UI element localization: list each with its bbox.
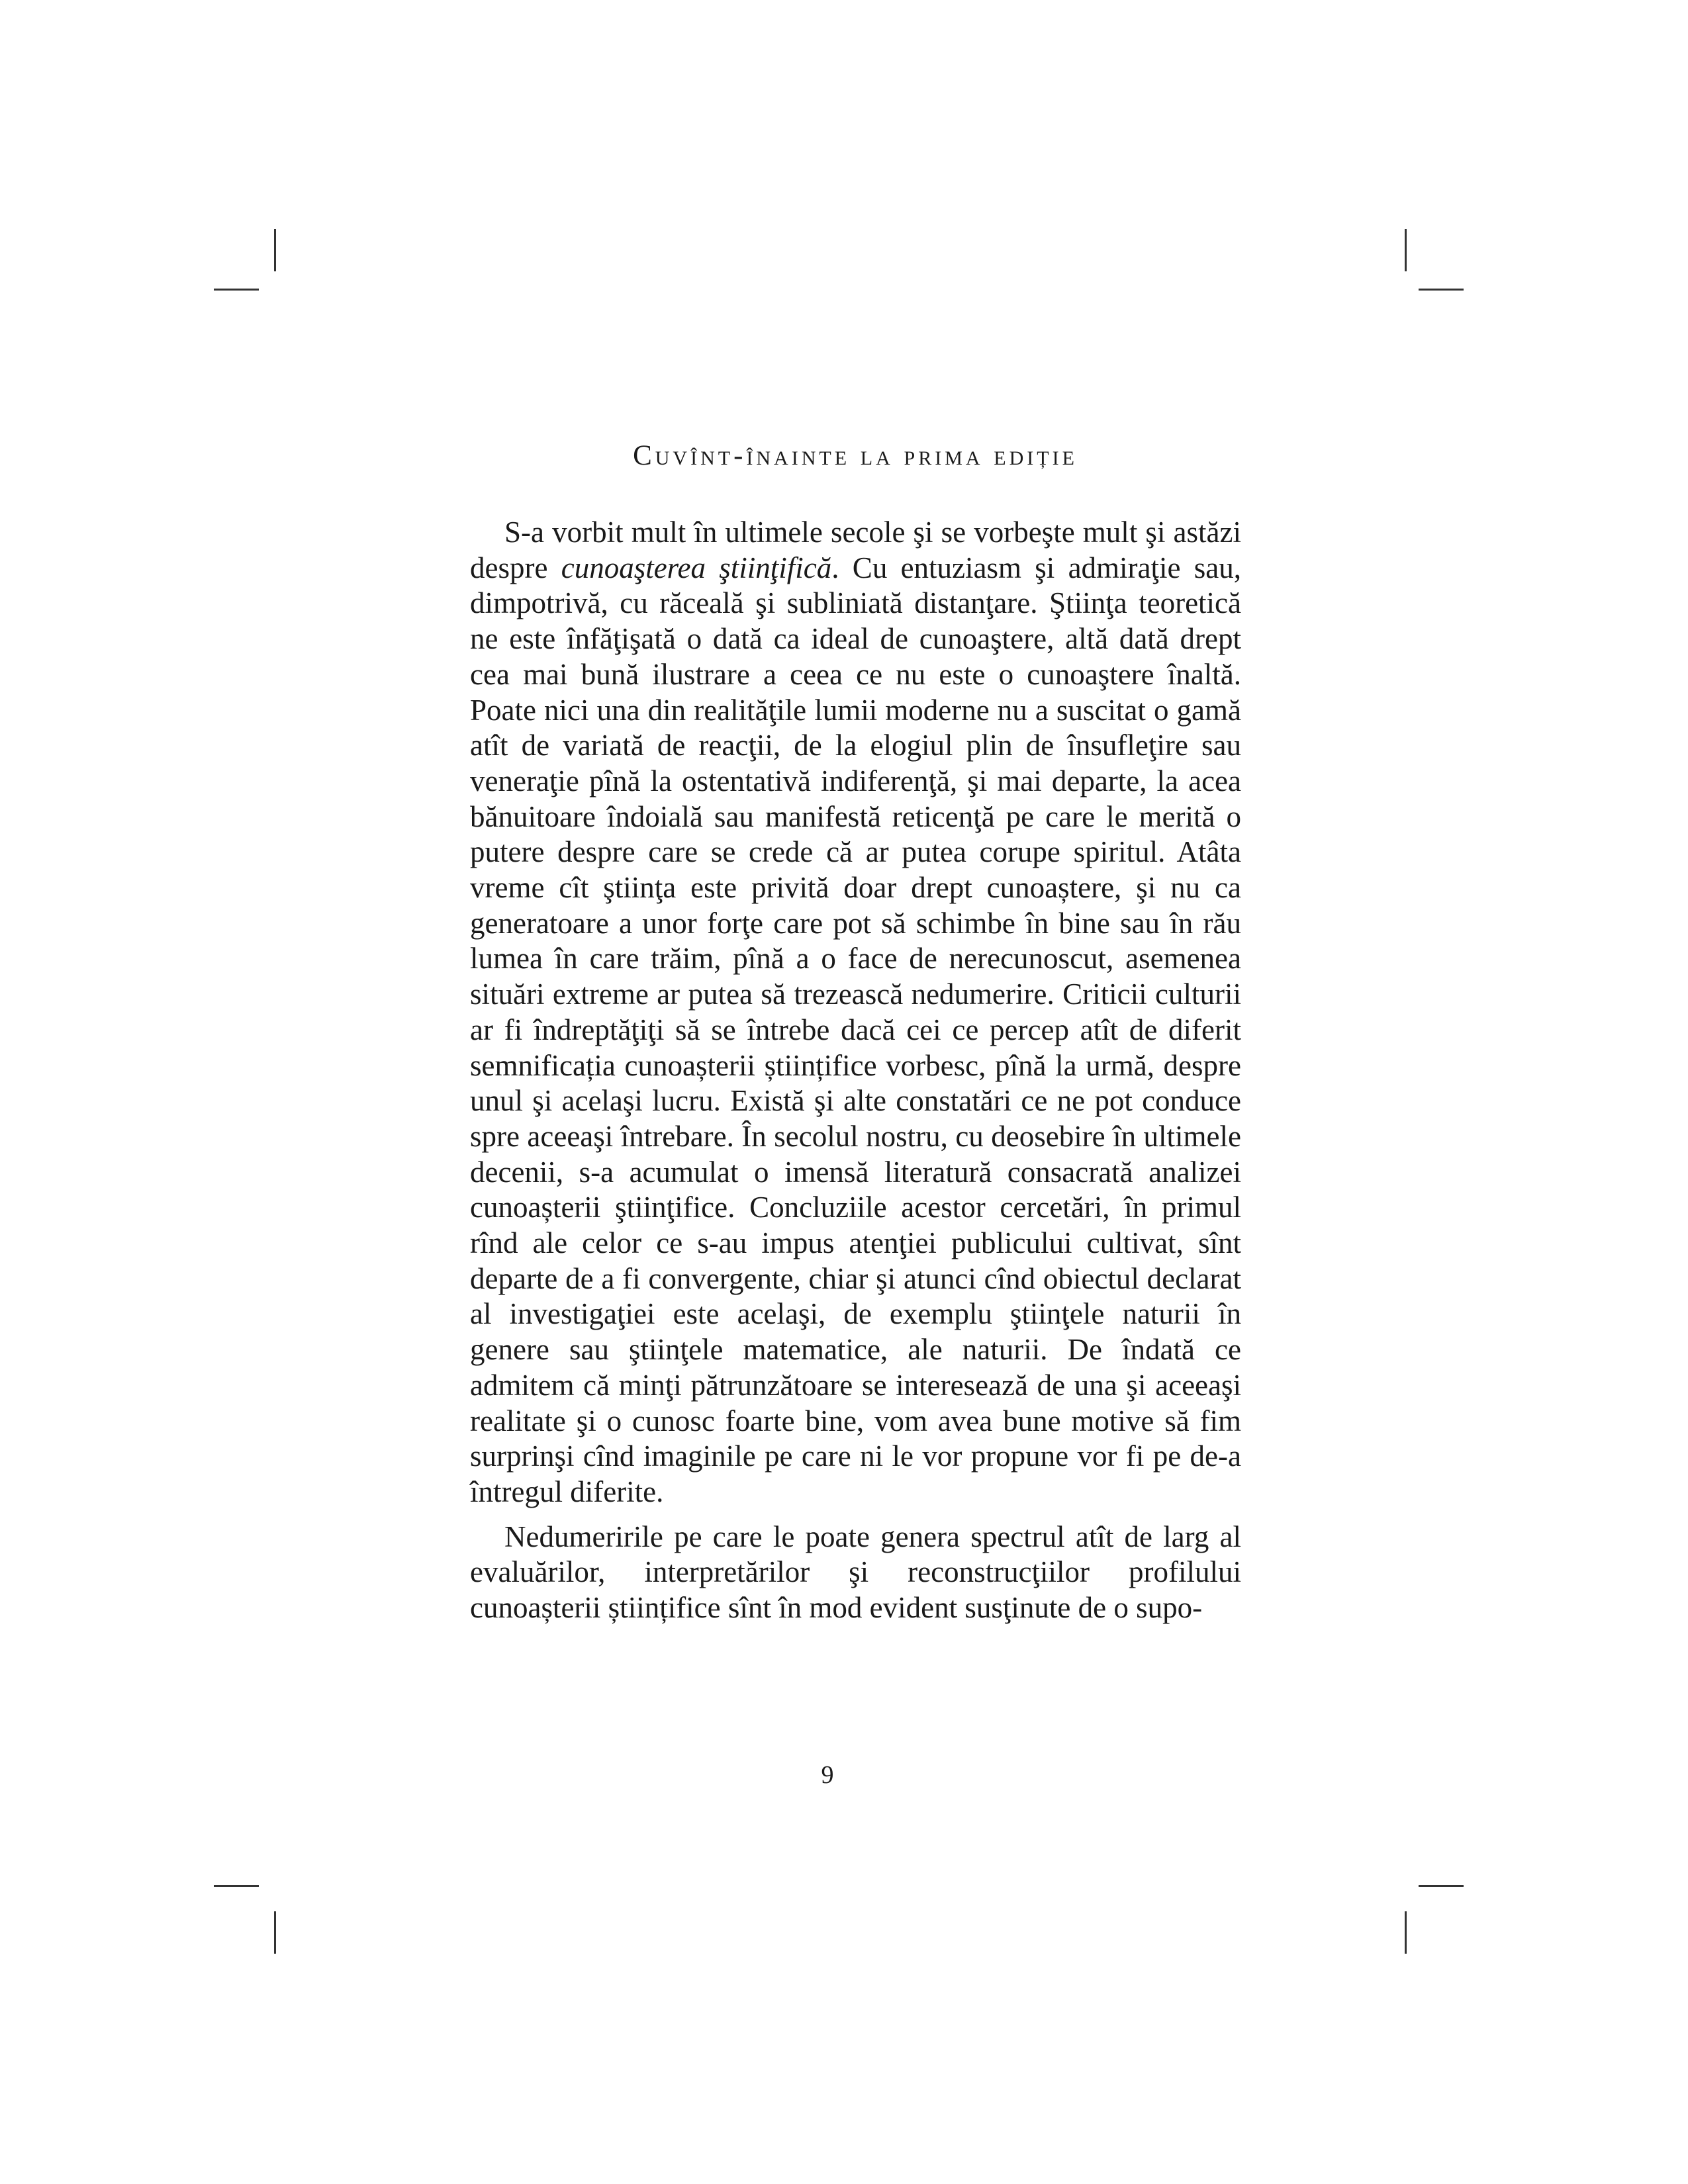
crop-mark-bottom-right-vertical — [1405, 1911, 1407, 1954]
page-number: 9 — [821, 1761, 834, 1789]
crop-mark-bottom-right-horizontal — [1419, 1885, 1464, 1887]
crop-mark-top-right-horizontal — [1419, 289, 1464, 291]
chapter-title: Cuvînt-înainte la prima ediție — [633, 440, 1078, 471]
crop-mark-bottom-left-horizontal — [214, 1885, 259, 1887]
emphasized-term: cunoaşterea ştiinţifică — [561, 551, 832, 584]
paragraph-1-start: S-a vorbit mult în ultimele secole şi se vorbeşte mult şi astăzi despre — [470, 516, 1241, 584]
crop-mark-top-right-vertical — [1405, 229, 1407, 271]
paragraph-1-rest: . Cu entuziasm şi admiraţie sau, dimpotrivă, cu răceală şi subliniată distanţare. Ştiinţa teoretică ne este înfăţişată o dată ca ideal de cunoaştere, altă dată drept cea mai bună ilustrare a ceea ce nu este o cunoaştere înaltă. Poate nici una din realităţile lumii moderne nu a suscitat o gamă atît de variată de reacţii, de la elogiul plin de însufleţire sau veneraţie pînă la ostentativă indiferenţă, şi mai departe, la acea bănuitoare îndoială sau manifestă reticenţă pe care le merită o putere despre care se crede că ar putea corupe spiritul. Atâta vreme cît ştiinţa este privită doar drept cunoaștere, şi nu ca generatoare a unor forţe care pot să schimbe în bine sau în rău lumea în care trăim, pînă a o face de nerecunoscut, asemenea situări extreme ar putea să trezească nedumerire. Criticii culturii ar fi îndreptăţiţi să se întrebe dacă cei ce percep atît de diferit semnificația cunoașterii științifice vorbesc, pînă la urmă, despre unul şi acelaşi lucru. Există şi alte constatări ce ne pot conduce spre aceeaşi întrebare. În secolul nostru, cu deosebire în ultimele decenii, s-a acumulat o imensă literatură consacrată analizei cunoașterii ştiinţifice. Concluziile acestor cercetări, în primul rînd ale celor ce s-au impus atenţiei publicului cultivat, sînt departe de a fi convergente, chiar şi atunci cînd obiectul declarat al investigaţiei este acelaşi, de exemplu ştiinţele naturii în genere sau ştiinţele matematice, ale naturii. De îndată ce admitem că minţi pătrunzătoare se interesează de una şi aceeaşi realitate şi o cunosc foarte bine, vom avea bune motive să fim surprinşi cînd imaginile pe care ni le vor propune vor fi pe de-a întregul diferite. — [470, 551, 1241, 1508]
crop-mark-top-left-horizontal — [214, 289, 259, 291]
crop-mark-bottom-left-vertical — [274, 1911, 276, 1954]
body-text — [470, 515, 1241, 1626]
crop-mark-top-left-vertical — [274, 229, 276, 271]
paragraph-2: Nedumeririle pe care le poate genera spectrul atît de larg al evaluărilor, interpretărilor şi reconstrucţiilor profilului cunoașterii științifice sînt în mod evident susţinute de o supo- — [470, 1520, 1241, 1625]
paragraph-1 — [470, 515, 1241, 1510]
